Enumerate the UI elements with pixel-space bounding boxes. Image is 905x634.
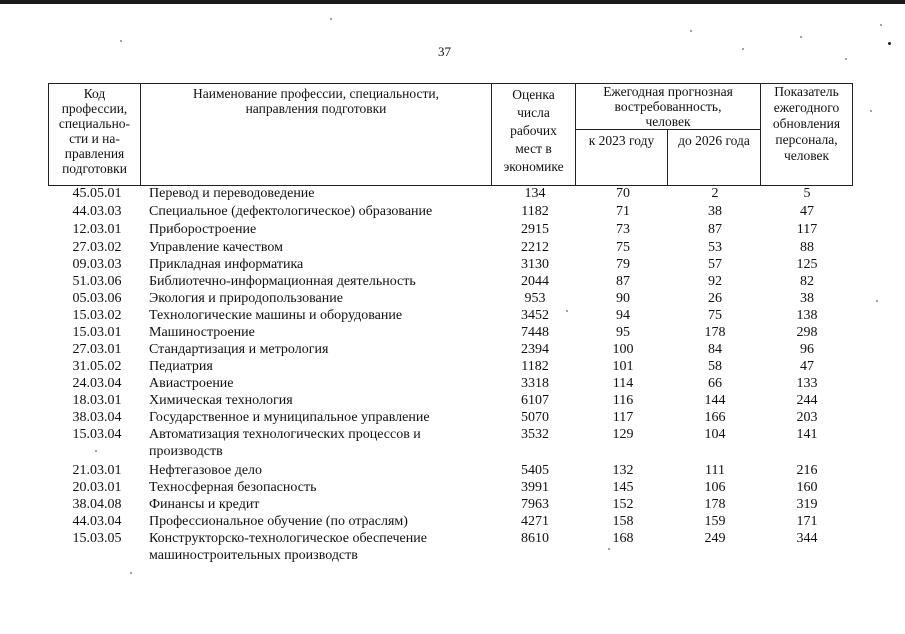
row-code: 51.03.06 [72,274,122,289]
row-2026: 178 [704,325,726,340]
scan-speck [95,450,97,452]
row-jobs: 5070 [521,410,549,425]
row-jobs: 953 [524,291,546,306]
row-renewal: 47 [800,204,814,219]
row-code: 09.03.03 [72,257,122,272]
row-name: Педиатрия [149,359,213,374]
row-jobs: 2044 [521,274,549,289]
row-jobs: 3130 [521,257,549,272]
header-renewal-line: человек [783,148,830,163]
row-2026: 26 [708,291,722,306]
row-2026: 57 [708,257,722,272]
row-name: Нефтегазовое дело [149,463,263,478]
header-name [140,83,492,186]
header-forecast-line: человек [645,114,691,129]
header-code-line: подготовки [62,161,127,176]
row-code: 15.03.01 [72,325,122,340]
row-name: Специальное (дефектологическое) образование [149,204,433,219]
row-2026: 111 [705,463,725,478]
header-jobs-line: Оценка [512,87,555,102]
row-code: 38.03.04 [72,410,122,425]
row-code: 15.03.05 [72,531,122,546]
row-code: 27.03.01 [72,342,122,357]
header-jobs-line: мест в [515,141,552,156]
row-2023: 101 [612,359,634,374]
row-name: Профессиональное обучение (по отраслям) [149,514,408,529]
row-2026: 144 [704,393,726,408]
row-renewal: 160 [796,480,818,495]
scan-speck [888,42,891,45]
page-number: 37 [438,44,451,59]
row-2023: 116 [612,393,634,408]
row-2023: 73 [616,222,630,237]
scan-speck [130,572,132,574]
header-code-line: Код [83,86,106,101]
row-2026: 84 [708,342,722,357]
row-name: Техносферная безопасность [149,480,317,495]
row-2026: 104 [704,427,726,442]
header-renewal-line: персонала, [775,132,838,147]
header-forecast-line: востребованность, [614,99,722,114]
row-2023: 145 [612,480,634,495]
scan-speck [566,310,568,312]
scan-speck [330,18,332,20]
row-2023: 79 [616,257,630,272]
row-2023: 100 [612,342,634,357]
row-2023: 71 [616,204,630,219]
row-name: Стандартизация и метрология [149,342,329,357]
row-name: Химическая технология [149,393,293,408]
row-code: 05.03.06 [72,291,122,306]
scan-speck [742,48,744,50]
row-code: 44.03.03 [72,204,122,219]
row-jobs: 3318 [521,376,549,391]
row-2026: 178 [704,497,726,512]
row-2023: 129 [612,427,634,442]
row-name: Машиностроение [149,325,255,340]
row-jobs: 4271 [521,514,549,529]
header-renewal-line: Показатель [774,84,839,99]
row-name: Авиастроение [149,376,234,391]
row-jobs: 1182 [521,359,549,374]
row-2026: 75 [708,308,722,323]
header-code-line: специально- [58,116,131,131]
header-2026-label: до 2026 года [678,133,750,148]
row-2026: 106 [704,480,726,495]
row-2026: 66 [708,376,722,391]
row-name: Приборостроение [149,222,257,237]
row-name: Прикладная информатика [149,257,304,272]
row-code: 12.03.01 [72,222,122,237]
row-2026: 87 [708,222,722,237]
scan-speck [876,300,878,302]
row-2026: 38 [708,204,722,219]
row-renewal: 244 [796,393,818,408]
scan-speck [690,30,692,32]
row-jobs: 7448 [521,325,549,340]
header-2023-label: к 2023 году [588,133,655,148]
row-2023: 94 [616,308,630,323]
row-name: Конструкторско-технологическое обеспечение машиностроительных производств [149,531,427,563]
row-2026: 166 [704,410,726,425]
row-2023: 117 [612,410,634,425]
scan-speck [880,24,882,26]
row-jobs: 2394 [521,342,549,357]
row-renewal: 125 [796,257,818,272]
row-renewal: 47 [800,359,814,374]
row-renewal: 298 [796,325,818,340]
row-jobs: 3452 [521,308,549,323]
header-renewal-line: обновления [772,116,841,131]
row-renewal: 141 [796,427,818,442]
scan-speck [120,40,122,42]
row-renewal: 203 [796,410,818,425]
row-code: 45.05.01 [72,186,122,201]
row-renewal: 133 [796,376,818,391]
header-jobs [491,83,576,186]
row-renewal: 171 [796,514,818,529]
header-code [48,83,141,186]
row-2026: 2 [711,186,719,201]
row-jobs: 3991 [521,480,549,495]
row-2023: 132 [612,463,634,478]
row-2026: 92 [708,274,722,289]
row-name: Экология и природопользование [149,291,343,306]
row-jobs: 8610 [521,531,549,546]
row-jobs: 6107 [521,393,549,408]
row-renewal: 96 [800,342,814,357]
row-renewal: 216 [796,463,818,478]
header-jobs-line: числа [517,105,550,120]
row-2026: 249 [704,531,726,546]
row-2026: 58 [708,359,722,374]
scan-speck [800,36,802,38]
row-renewal: 138 [796,308,818,323]
row-name: Автоматизация технологических процессов и производств [149,427,421,459]
row-code: 24.03.04 [72,376,122,391]
header-jobs-line: экономике [503,159,564,174]
row-code: 20.03.01 [72,480,122,495]
header-2026 [667,129,761,186]
row-renewal: 88 [800,240,814,255]
header-jobs-line: рабочих [510,123,557,138]
header-name-line: Наименование профессии, специальности, [193,86,439,101]
header-renewal-line: ежегодного [773,100,840,115]
row-name: Библиотечно-информационная деятельность [149,274,416,289]
row-2023: 75 [616,240,630,255]
header-code-line: профессии, [61,101,128,116]
row-code: 21.03.01 [72,463,122,478]
row-name: Государственное и муниципальное управление [149,410,430,425]
row-2023: 90 [616,291,630,306]
scan-speck [870,110,872,112]
scan-speck [608,548,610,550]
row-2023: 158 [612,514,634,529]
row-jobs: 3532 [521,427,549,442]
top-border [0,0,905,4]
row-name: Управление качеством [149,240,283,255]
row-2023: 152 [612,497,634,512]
row-2023: 87 [616,274,630,289]
row-2023: 95 [616,325,630,340]
row-renewal: 82 [800,274,814,289]
header-2023 [575,129,668,186]
scan-speck [845,58,847,60]
header-name-line: направления подготовки [245,101,387,116]
row-code: 38.04.08 [72,497,122,512]
row-name: Технологические машины и оборудование [149,308,403,323]
row-code: 15.03.04 [72,427,122,442]
row-2026: 159 [704,514,726,529]
row-2023: 114 [612,376,634,391]
row-renewal: 5 [803,186,811,201]
row-name: Перевод и переводоведение [149,186,315,201]
header-code-line: правления [64,146,125,161]
row-2026: 53 [708,240,722,255]
row-renewal: 319 [796,497,818,512]
row-jobs: 2915 [521,222,549,237]
row-jobs: 2212 [521,240,549,255]
row-2023: 168 [612,531,634,546]
row-code: 18.03.01 [72,393,122,408]
row-renewal: 344 [796,531,818,546]
header-forecast [575,83,761,130]
header-code-line: сти и на- [69,131,120,146]
row-code: 27.03.02 [72,240,122,255]
row-code: 31.05.02 [72,359,122,374]
row-jobs: 7963 [521,497,549,512]
row-jobs: 1182 [521,204,549,219]
row-renewal: 117 [796,222,818,237]
row-renewal: 38 [800,291,814,306]
row-2023: 70 [616,186,630,201]
row-name: Финансы и кредит [149,497,260,512]
header-forecast-line: Ежегодная прогнозная [603,84,733,99]
row-code: 15.03.02 [72,308,122,323]
row-jobs: 134 [524,186,546,201]
header-renewal [760,83,853,186]
row-jobs: 5405 [521,463,549,478]
row-code: 44.03.04 [72,514,122,529]
